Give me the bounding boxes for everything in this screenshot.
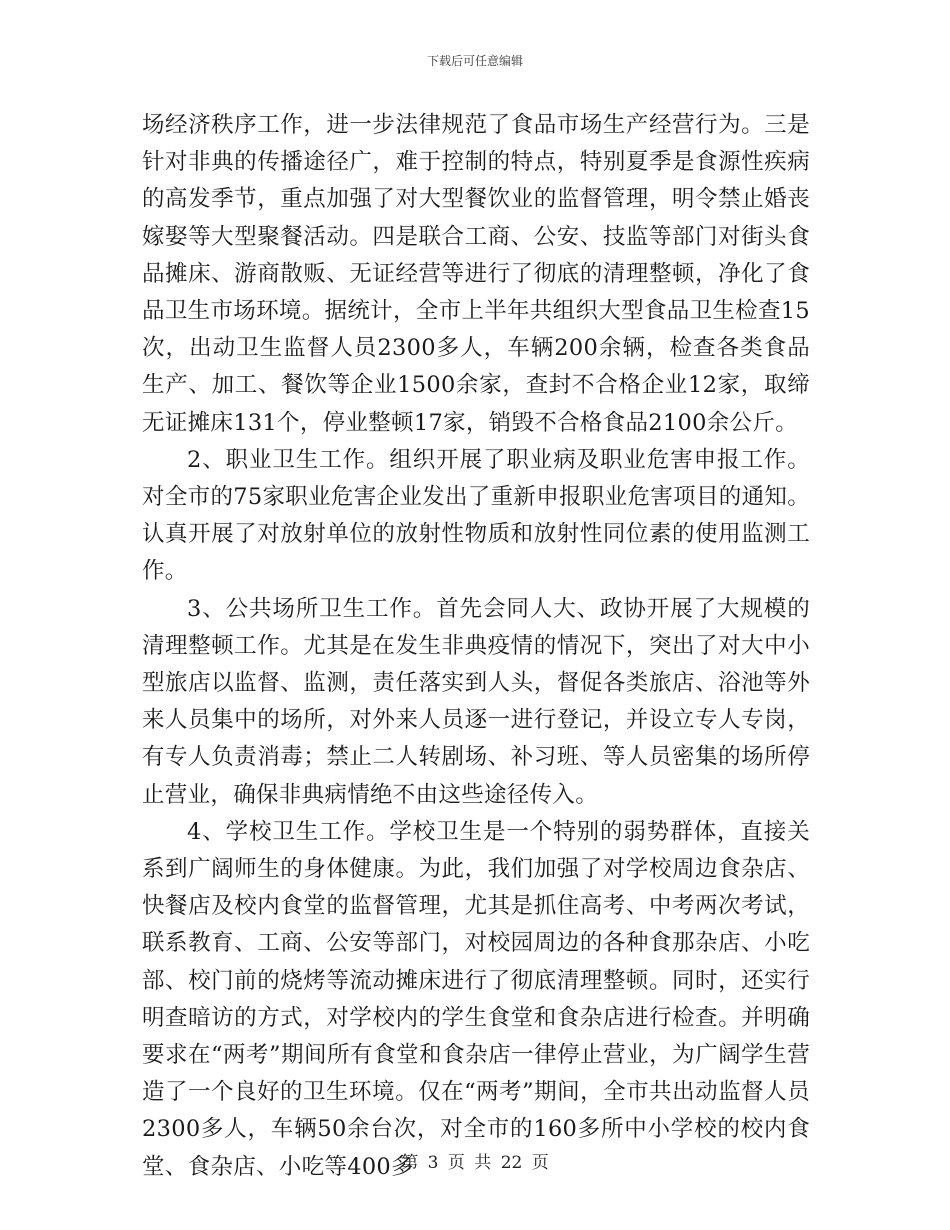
paragraph-food-hygiene-continued: 场经济秩序工作，进一步法律规范了食品市场生产经营行为。三是针对非典的传播途径广，难于控制的特点，特别夏季是食源性疾病的高发季节，重点加强了对大型餐饮业的监督管理，明令禁止婚丧嫁娶等大型聚餐活动。四是联合工商、公安、技监等部门对街头食品摊床、游商散贩、无证经营等进行了彻底的清理整顿，净化了食品卫生市场环境。据统计，全市上半年共组织大型食品卫生检查15次，出动卫生监督人员2300多人，车辆200余辆，检查各类食品生产、加工、餐饮等企业1500余家，查封不合格企业12家，取缔无证摊床131个，停业整顿17家，销毁不合格食品2100余公斤。 bbox=[142, 112, 810, 436]
document-body bbox=[142, 107, 810, 1186]
paragraph-school-hygiene: 4、学校卫生工作。学校卫生是一个特别的弱势群体，直接关系到广阔师生的身体健康。为此，我们加强了对学校周边食杂店、快餐店及校内食堂的监督管理，尤其是抓住高考、中考两次考试，联系教育、工商、公安等部门，对校园周边的各种食那杂店、小吃部、校门前的烧烤等流动摊床进行了彻底清理整顿。同时，还实行明查暗访的方式，对学校内的学生食堂和食杂店进行检查。并明确要求在“两考”期间所有食堂和食杂店一律停止营业，为广阔学生营造了一个良好的卫生环境。仅在“两考”期间，全市共出动监督人员2300多人，车辆50余台次，对全市的160多所中小学校的校内食堂、食杂店、小吃等400多 bbox=[142, 818, 810, 1180]
paragraph-public-places-hygiene: 3、公共场所卫生工作。首先会同人大、政协开展了大规模的清理整顿工作。尤其是在发生非典疫情的情况下，突出了对大中小型旅店以监督、监测，责任落实到人头，督促各类旅店、浴池等外来人员集中的场所，对外来人员逐一进行登记，并设立专人专岗，有专人负责消毒；禁止二人转剧场、补习班、等人员密集的场所停止营业，确保非典病情绝不由这些途径传入。 bbox=[142, 595, 810, 808]
paragraph-occupational-health: 2、职业卫生工作。组织开展了职业病及职业危害申报工作。对全市的75家职业危害企业发出了重新申报职业危害项目的通知。认真开展了对放射单位的放射性物质和放射性同位素的使用监测工作。 bbox=[142, 446, 810, 585]
page-header-note: 下载后可任意编辑 bbox=[426, 54, 523, 68]
page-number-footer: 第 3 页 共 22 页 bbox=[401, 1153, 549, 1173]
